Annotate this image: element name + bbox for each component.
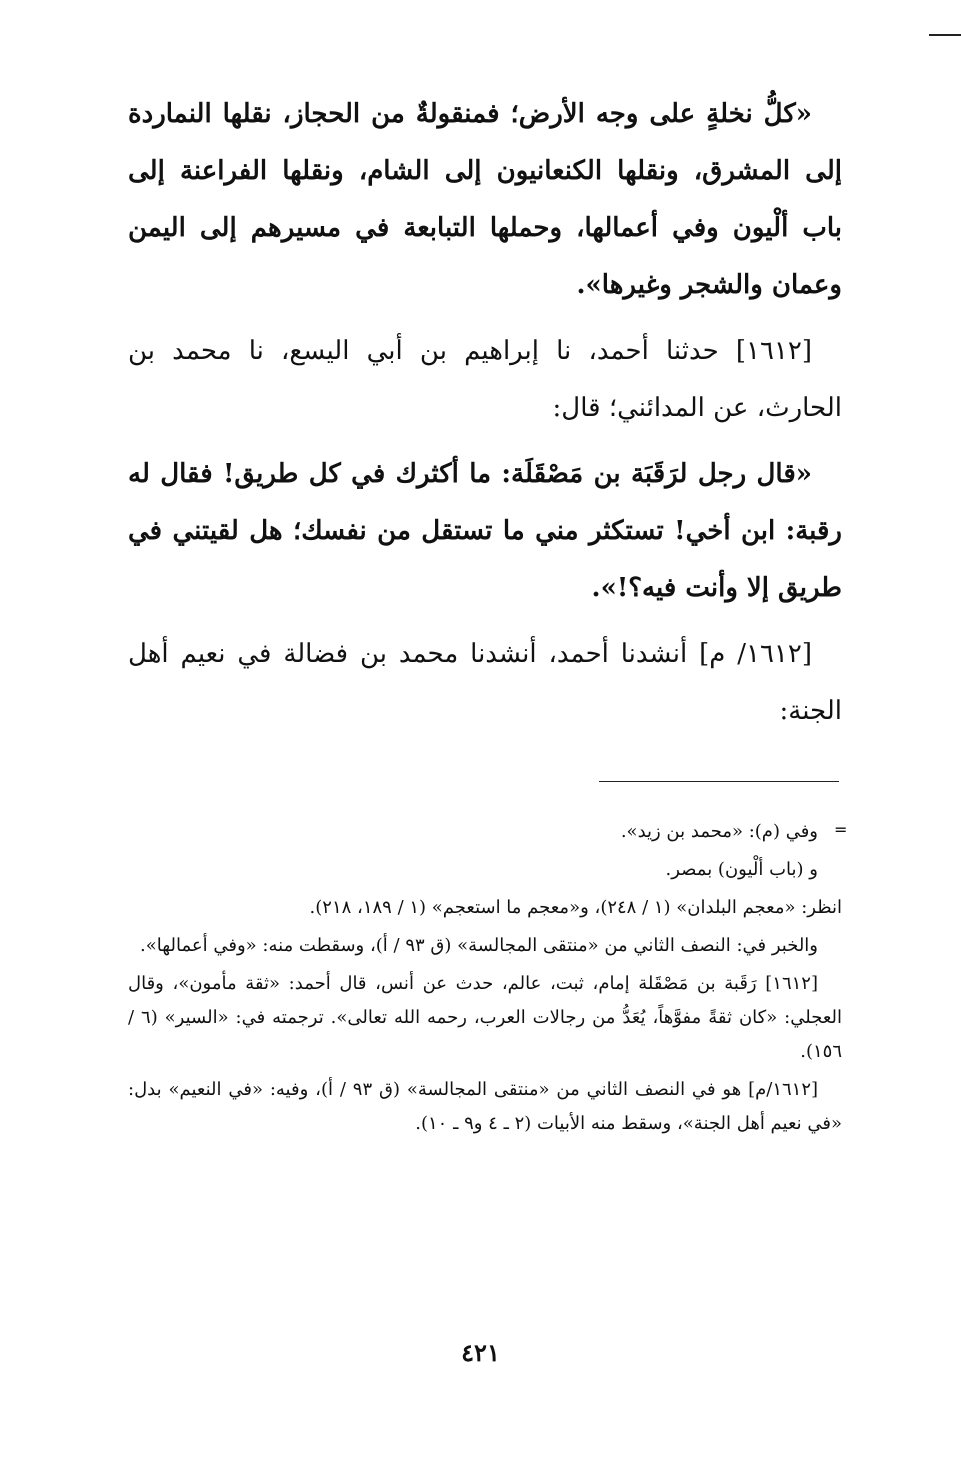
corner-rule bbox=[929, 34, 961, 36]
isnad-1612m: [١٦١٢/ م] أنشدنا أحمد، أنشدنا محمد بن فضالة في نعيم أهل الجنة: bbox=[128, 639, 842, 726]
footnote-continued-1: وفي (م): «محمد بن زيد». bbox=[620, 821, 818, 842]
continuation-mark: = bbox=[834, 820, 848, 839]
footnotes bbox=[128, 815, 842, 1145]
footnote-1612m: [١٦١٢/م] هو في النصف الثاني من «منتقى المجالسة» (ق ٩٣ / أ)، وفيه: «في النعيم» بدل: «في نعيم أهل الجنة»، وسقط منه الأبيات (٢ ـ ٤ و٩ ـ ١٠). bbox=[128, 1079, 842, 1134]
footnote-separator bbox=[599, 781, 839, 782]
footnote-1612: [١٦١٢] رَقَبة بن مَصْقَلة إمام، ثبت، عالم، حدث عن أنس، قال أحمد: «ثقة مأمون»، وقال العجلي: «كان ثقةً مفوَّهاً، يُعَدُّ من رجالات العرب، رحمه الله تعالى». ترجمته في: «السير» (٦ / ١٥٦). bbox=[128, 973, 842, 1062]
quote-raqaba: «قال رجل لرَقَبَة بن مَصْقَلَة: ما أكثرك في كل طريق! فقال له رقبة: ابن أخي! تستكثر مني ما تستقل من نفسك؛ هل لقيتني في طريق إلا وأنت فيه؟!». bbox=[128, 459, 842, 603]
footnote-continued-3: انظر: «معجم البلدان» (١ / ٢٤٨)، و«معجم ما استعجم» (١ / ١٨٩، ٢١٨). bbox=[309, 897, 842, 918]
isnad-1612: [١٦١٢] حدثنا أحمد، نا إبراهيم بن أبي اليسع، نا محمد بن الحارث، عن المدائني؛ قال: bbox=[128, 336, 842, 423]
main-text bbox=[128, 86, 842, 749]
footnote-khabar: والخبر في: النصف الثاني من «منتقى المجالسة» (ق ٩٣ / أ)، وسقطت منه: «وفي أعمالها». bbox=[140, 935, 818, 956]
quote-palms: «كلُّ نخلةٍ على وجه الأرض؛ فمنقولةٌ من الحجاز، نقلها النماردة إلى المشرق، ونقلها الكنعانيون إلى الشام، ونقلها الفراعنة إلى باب ألْيون وفي أعمالها، وحملها التبابعة في مسيرهم إلى اليمن وعمان والشجر وغيرها». bbox=[128, 99, 842, 300]
footnote-continued-2: و (باب ألْيون) بمصر. bbox=[665, 859, 818, 880]
page-number: ٤٢١ bbox=[461, 1338, 500, 1367]
